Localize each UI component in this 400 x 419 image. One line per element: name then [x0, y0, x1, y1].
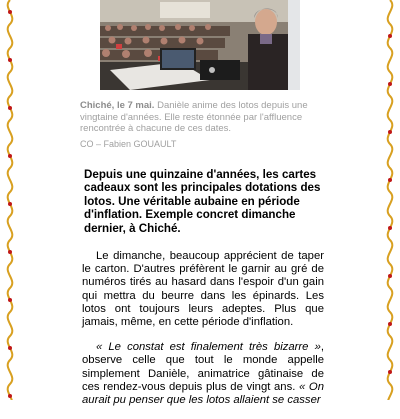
article-lead: Depuis une quinzaine d'années, les cartes cadeaux sont les principales dotations des lotos. Une véritable aubaine en période d'inflation. Exemple concret dimanche dernier, à Chiché. — [84, 168, 321, 235]
paragraph-1: Le dimanche, beaucoup apprécient de taper le carton. D'autres préfèrent le garnir au gré de numéros tirés au hasard dans l'espoir d'un gain qui mettra du beurre dans les épinards. Les lotos ont toujours leurs adeptes. Plus que jamais, même, en cette période d'inflation. — [82, 250, 324, 329]
article-photo — [100, 0, 300, 90]
photo-credit: CO – Fabien GOUAULT — [80, 139, 177, 149]
ornamental-border-left — [0, 0, 20, 400]
photo-caption — [80, 100, 320, 135]
paragraph-2 — [82, 341, 324, 407]
paragraph-2-text: , observe celle que tout le monde appelle simplement Danièle, animatrice gâtinaise de ces rendez-vous depuis plus de vingt ans. — [82, 341, 324, 393]
article-body — [82, 250, 324, 419]
caption-text: Danièle anime des lotos depuis une vingtaine d'années. Elle reste étonnée par l'affluence rencontrée à chacune de ces dates. — [80, 100, 308, 134]
caption-place-date: Chiché, le 7 mai. — [80, 100, 155, 111]
ornamental-border-right — [380, 0, 400, 400]
quote-1: « Le constat est finalement très bizarre » — [96, 341, 321, 354]
quote-2: « On aurait pu penser que les lotos allaient se casser — [82, 380, 324, 407]
